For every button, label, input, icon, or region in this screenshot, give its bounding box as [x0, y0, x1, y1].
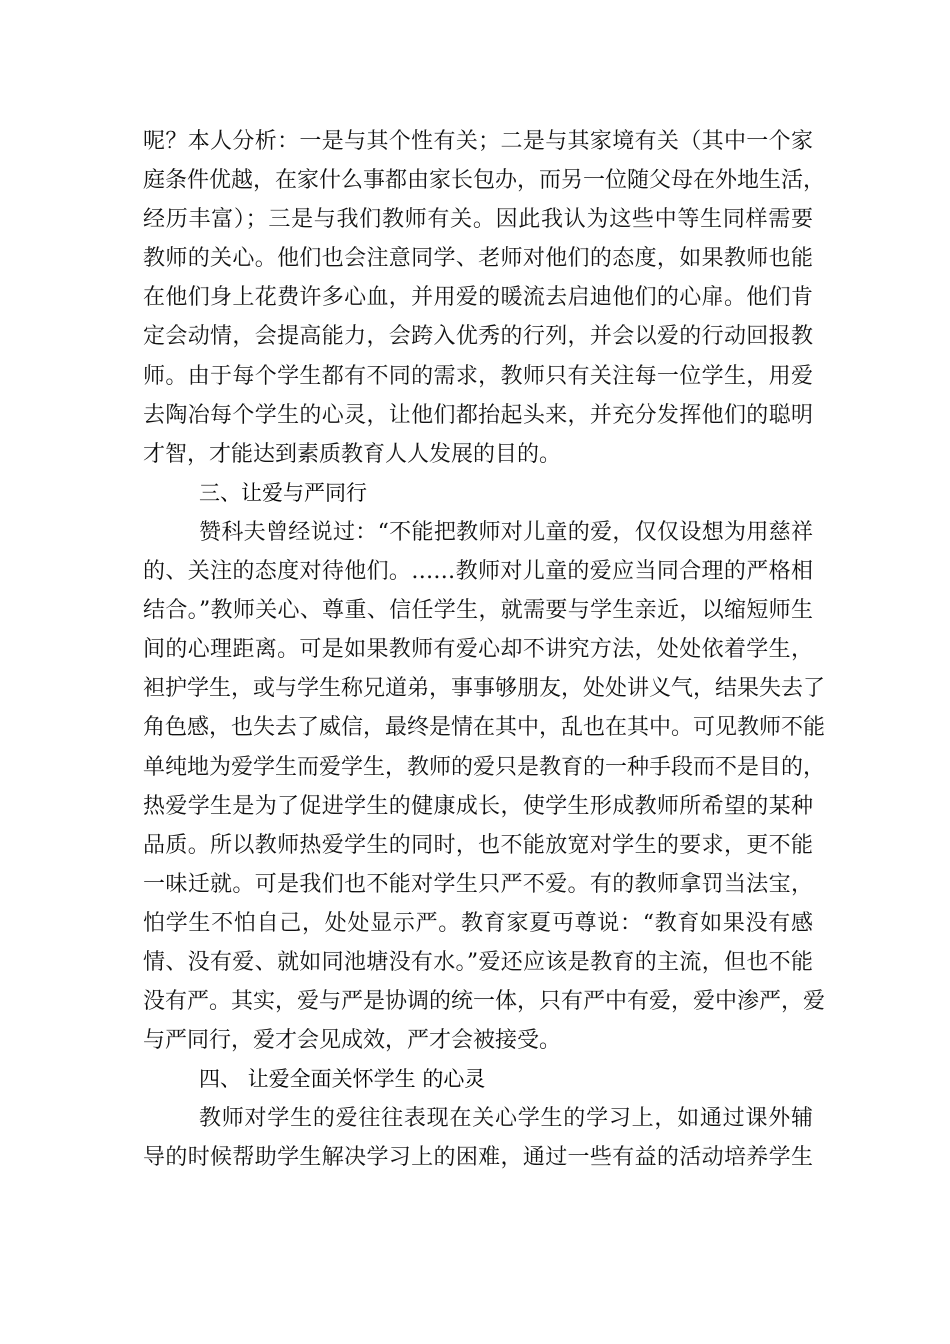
text-line: 热爱学生是为了促进学生的健康成长，使学生形成教师所希望的某种 — [143, 793, 813, 819]
text-line: 结合。”教师关心、尊重、信任学生，就需要与学生亲近，以缩短师生 — [143, 598, 813, 624]
text-line: 才智，才能达到素质教育人人发展的目的。 — [143, 441, 562, 467]
text-line: 赞科夫曾经说过：“不能把教师对儿童的爱，仅仅设想为用慈祥 — [199, 519, 813, 545]
text-line: 没有严。其实，爱与严是协调的统一体，只有严中有爱，爱中渗严，爱 — [143, 989, 826, 1015]
text-line: 经历丰富）；三是与我们教师有关。因此我认为这些中等生同样需要 — [143, 207, 813, 233]
text-line: 教师的关心。他们也会注意同学、老师对他们的态度，如果教师也能 — [143, 246, 813, 272]
text-line: 品质。所以教师热爱学生的同时，也不能放宽对学生的要求，更不能 — [143, 832, 813, 858]
section-heading-4: 四、 让爱全面关怀学生 的心灵 — [199, 1067, 486, 1092]
text-line: 角色感，也失去了威信，最终是情在其中，乱也在其中。可见教师不能 — [143, 715, 826, 741]
paragraph-caring-for-students — [143, 1099, 813, 1177]
text-line: 师。由于每个学生都有不同的需求，教师只有关注每一位学生，用爱 — [143, 363, 813, 389]
text-line: 单纯地为爱学生而爱学生，教师的爱只是教育的一种手段而不是目的， — [143, 754, 826, 780]
text-line: 袒护学生，或与学生称兄道弟，事事够朋友，处处讲义气，结果失去了 — [143, 676, 826, 702]
paragraph-student-analysis — [143, 122, 826, 474]
text-line: 间的心理距离。可是如果教师有爱心却不讲究方法，处处依着学生， — [143, 637, 813, 663]
text-line: 教师对学生的爱往往表现在关心学生的学习上，如通过课外辅 — [199, 1106, 813, 1132]
text-line: 导的时候帮助学生解决学习上的困难，通过一些有益的活动培养学生 — [143, 1145, 813, 1171]
text-line: 与严同行，爱才会见成效，严才会被接受。 — [143, 1028, 562, 1054]
text-line: 定会动情，会提高能力，会跨入优秀的行列，并会以爱的行动回报教 — [143, 324, 813, 350]
text-line: 的、关注的态度对待他们。……教师对儿童的爱应当同合理的严格相 — [143, 559, 813, 585]
document-body — [143, 122, 826, 1178]
text-line: 一味迁就。可是我们也不能对学生只严不爱。有的教师拿罚当法宝， — [143, 871, 813, 897]
text-line: 去陶冶每个学生的心灵，让他们都抬起头来，并充分发挥他们的聪明 — [143, 402, 813, 428]
text-line: 在他们身上花费许多心血，并用爱的暖流去启迪他们的心扉。他们肯 — [143, 285, 813, 311]
text-line: 庭条件优越，在家什么事都由家长包办，而另一位随父母在外地生活， — [143, 168, 826, 194]
text-line: 情、没有爱、就如同池塘没有水。”爱还应该是教育的主流，但也不能 — [143, 949, 813, 975]
paragraph-love-and-strictness — [143, 513, 826, 1060]
text-line: 呢？本人分析：一是与其个性有关；二是与其家境有关（其中一个家 — [143, 129, 813, 154]
section-heading-3: 三、让爱与严同行 — [199, 480, 367, 505]
text-line: 怕学生不怕自己，处处显示严。教育家夏丏尊说：“教育如果没有感 — [143, 910, 813, 936]
